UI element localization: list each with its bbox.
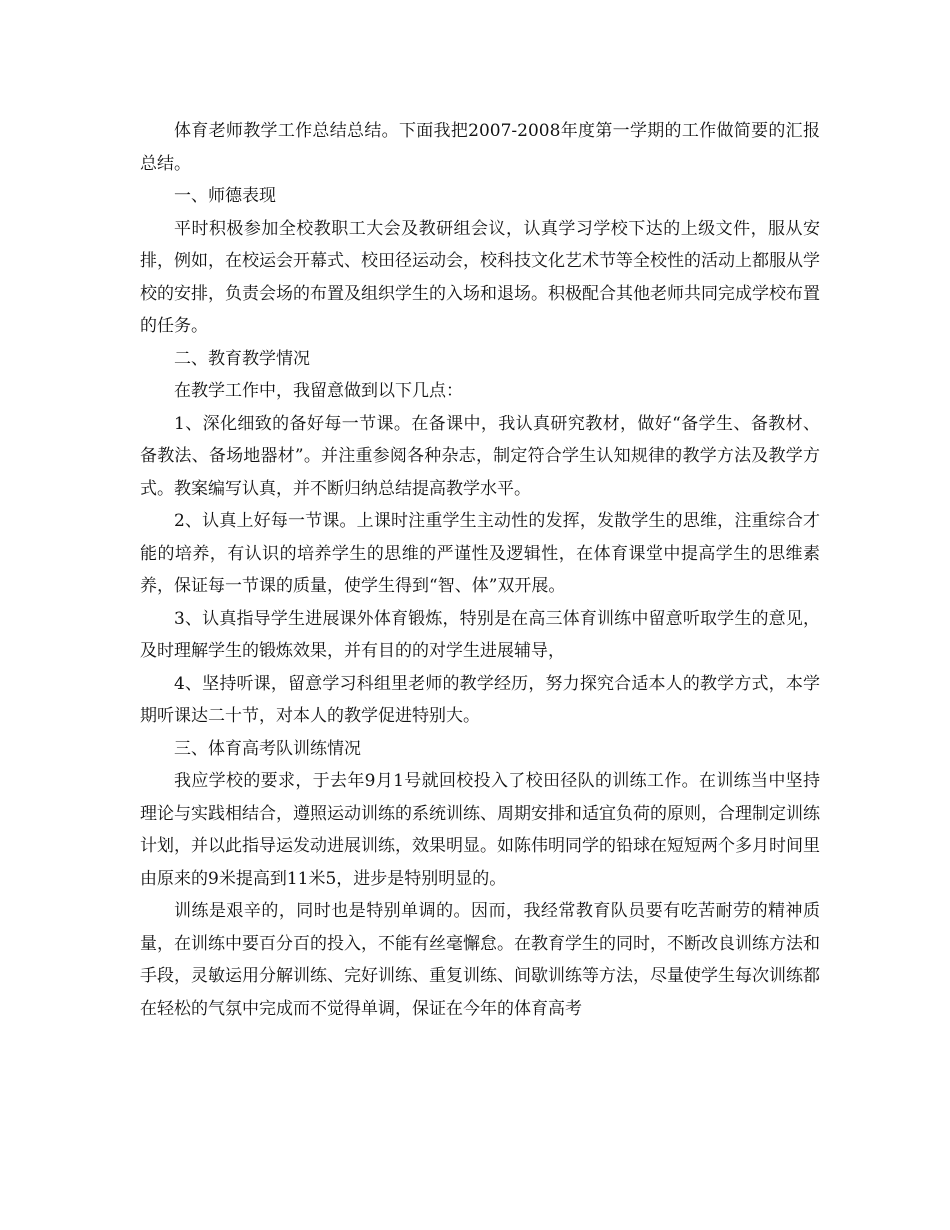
paragraph-intro: 体育老师教学工作总结总结。下面我把2007-2008年度第一学期的工作做简要的汇报总结。 (140, 121, 820, 174)
paragraph-teaching-point-4: 4、坚持听课，留意学习科组里老师的教学经历，努力探究合适本人的教学方式，本学期听课达二十节，对本人的教学促进特别大。 (140, 673, 820, 726)
paragraph-training-2: 训练是艰辛的，同时也是特别单调的。因而，我经常教育队员要有吃苦耐劳的精神质量，在训练中要百分百的投入，不能有丝毫懈怠。在教育学生的同时，不断改良训练方法和手段，灵敏运用分解训练、完好训练、重复训练、间歇训练等方法，尽量使学生每次训练都在轻松的气氛中完成而不觉得单调，保证在今年的体育高考 (140, 901, 820, 1019)
paragraph-teaching-point-2: 2、认真上好每一节课。上课时注重学生主动性的发挥，发散学生的思维，注重综合才能的培养，有认识的培养学生的思维的严谨性及逻辑性，在体育课堂中提高学生的思维素养，保证每一节课的质量，使学生得到“智、体”双开展。 (140, 511, 820, 596)
section-heading-teaching: 二、教育教学情况 (174, 348, 310, 369)
paragraph-teaching-point-1: 1、深化细致的备好每一节课。在备课中，我认真研究教材，做好“备学生、备教材、备教法、备场地器材”。并注重参阅各种杂志，制定符合学生认知规律的教学方法及教学方式。教案编写认真，并不断归纳总结提高教学水平。 (140, 413, 820, 499)
paragraph-teaching-point-3: 3、认真指导学生进展课外体育锻炼，特别是在高三体育训练中留意听取学生的意见，及时理解学生的锻炼效果，并有目的的对学生进展辅导， (140, 608, 820, 661)
document-body (140, 115, 820, 1025)
paragraph-ethics: 平时积极参加全校教职工大会及教研组会议，认真学习学校下达的上级文件，服从安排，例如，在校运会开幕式、校田径运动会，校科技文化艺术节等全校性的活动上都服从学校的安排，负责会场的布置及组织学生的入场和退场。积极配合其他老师共同完成学校布置的任务。 (140, 218, 820, 336)
section-heading-ethics: 一、师德表现 (174, 186, 276, 206)
paragraph-teaching-intro: 在教学工作中，我留意做到以下几点： (174, 381, 463, 401)
paragraph-training-1: 我应学校的要求，于去年9月1号就回校投入了校田径队的训练工作。在训练当中坚持理论与实践相结合，遵照运动训练的系统训练、周期安排和适宜负荷的原则，合理制定训练计划，并以此指导运发动进展训练，效果明显。如陈伟明同学的铅球在短短两个多月时间里由原来的9米提高到11米5，进步是特别明显的。 (140, 771, 820, 889)
section-heading-training: 三、体育高考队训练情况 (174, 738, 361, 759)
